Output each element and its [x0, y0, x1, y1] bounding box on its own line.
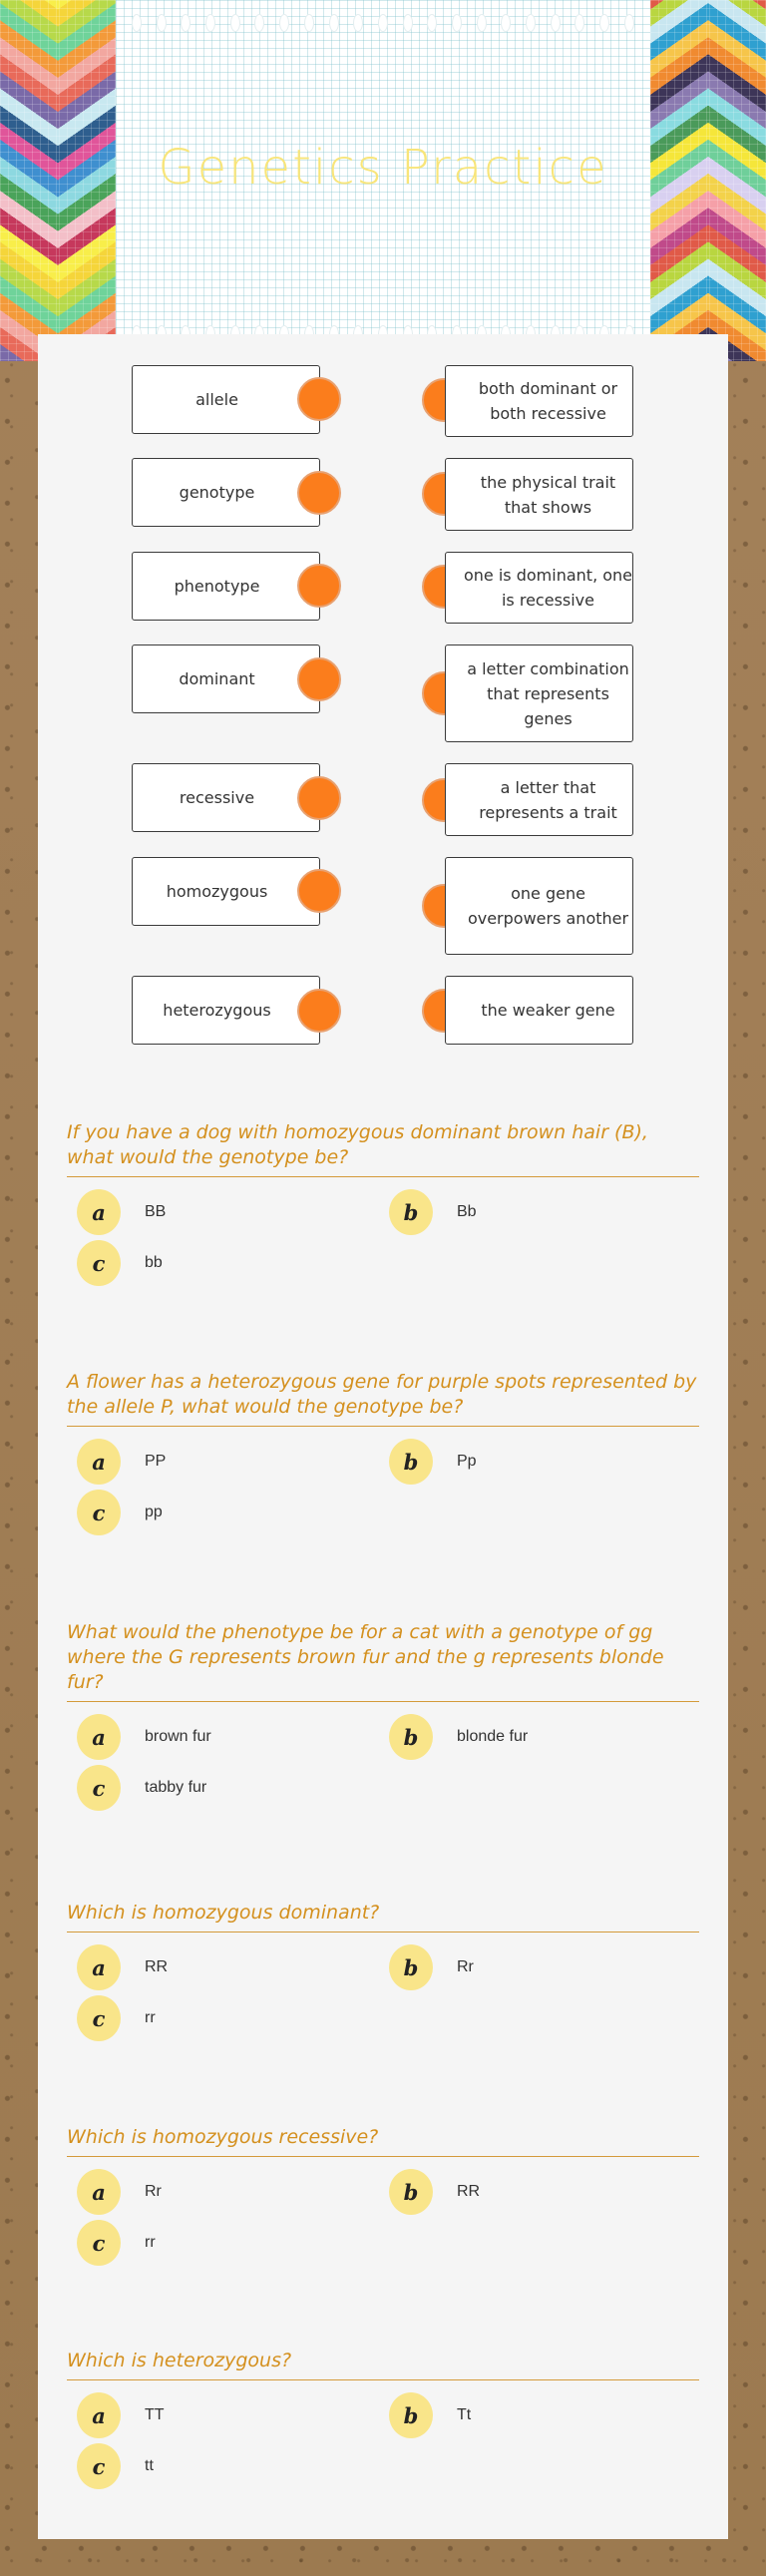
option-letter-badge: c — [77, 1240, 121, 1286]
question-block — [67, 1901, 699, 2054]
match-definition[interactable]: a letter that represents a trait — [445, 763, 633, 836]
answer-option-a[interactable]: a PP — [77, 1439, 166, 1485]
answer-option-b[interactable]: b blonde fur — [389, 1714, 528, 1760]
match-term[interactable]: allele — [132, 365, 320, 434]
answer-option-b[interactable]: b RR — [389, 2169, 480, 2215]
match-term[interactable]: recessive — [132, 763, 320, 832]
connector-dot-left[interactable] — [297, 776, 341, 820]
answer-option-a[interactable]: a Rr — [77, 2169, 162, 2215]
answer-option-a[interactable]: a brown fur — [77, 1714, 211, 1760]
question-block — [67, 1120, 699, 1299]
option-letter-badge: c — [77, 1765, 121, 1811]
match-term[interactable]: homozygous — [132, 857, 320, 926]
answer-option-c[interactable]: c rr — [77, 1995, 156, 2041]
answer-option-c[interactable]: c rr — [77, 2220, 156, 2266]
option-letter-badge: c — [77, 1995, 121, 2041]
option-letter-badge: b — [389, 1189, 433, 1235]
connector-dot-left[interactable] — [297, 377, 341, 421]
match-term[interactable]: dominant — [132, 644, 320, 713]
option-letter-badge: a — [77, 1714, 121, 1760]
matching-activity — [38, 334, 728, 1053]
question-text: If you have a dog with homozygous dominant brown hair (B), what would the genotype be? — [67, 1120, 699, 1177]
answer-option-c[interactable]: c pp — [77, 1490, 163, 1535]
option-letter-badge: a — [77, 1189, 121, 1235]
question-text: Which is homozygous dominant? — [67, 1901, 699, 1932]
answer-option-b[interactable]: b Tt — [389, 2392, 471, 2438]
connector-dot-left[interactable] — [297, 471, 341, 515]
chevron-pattern-right — [708, 0, 766, 361]
answer-option-a[interactable]: a RR — [77, 1944, 168, 1990]
worksheet-card — [38, 334, 728, 2539]
option-letter-badge: a — [77, 1439, 121, 1485]
answer-options — [67, 2392, 699, 2502]
match-definition[interactable]: the physical trait that shows — [445, 458, 633, 531]
match-definition[interactable]: the weaker gene — [445, 976, 633, 1045]
answer-options — [67, 1189, 699, 1299]
match-term[interactable]: heterozygous — [132, 976, 320, 1045]
answer-options — [67, 2169, 699, 2279]
option-letter-badge: a — [77, 2392, 121, 2438]
answer-options — [67, 1714, 699, 1824]
option-letter-badge: a — [77, 1944, 121, 1990]
question-text: Which is homozygous recessive? — [67, 2125, 699, 2157]
answer-options — [67, 1944, 699, 2054]
match-term[interactable]: phenotype — [132, 552, 320, 621]
answer-option-c[interactable]: c tabby fur — [77, 1765, 206, 1811]
match-definition[interactable]: both dominant or both recessive — [445, 365, 633, 437]
option-letter-badge: c — [77, 2220, 121, 2266]
chevron-pattern-left — [58, 0, 116, 361]
answer-option-a[interactable]: a TT — [77, 2392, 165, 2438]
answer-options — [67, 1439, 699, 1548]
question-block — [67, 1620, 699, 1824]
answer-option-c[interactable]: c tt — [77, 2443, 154, 2489]
connector-dot-left[interactable] — [297, 989, 341, 1033]
page-title: Genetics Practice — [158, 140, 608, 196]
option-letter-badge: b — [389, 2169, 433, 2215]
question-text: What would the phenotype be for a cat with a genotype of gg where the G represents brown fur and the g represents blonde fur? — [67, 1620, 699, 1702]
match-term[interactable]: genotype — [132, 458, 320, 527]
match-definition[interactable]: one gene overpowers another — [445, 857, 633, 955]
answer-option-b[interactable]: b Rr — [389, 1944, 474, 1990]
option-letter-badge: a — [77, 2169, 121, 2215]
option-letter-badge: b — [389, 1439, 433, 1485]
answer-option-b[interactable]: b Pp — [389, 1439, 477, 1485]
connector-dot-left[interactable] — [297, 869, 341, 913]
binder-holes-top — [132, 14, 634, 32]
header-banner — [0, 0, 766, 361]
question-text: Which is heterozygous? — [67, 2349, 699, 2380]
question-block — [67, 2125, 699, 2279]
option-letter-badge: b — [389, 2392, 433, 2438]
match-definition[interactable]: one is dominant, one is recessive — [445, 552, 633, 624]
answer-option-c[interactable]: c bb — [77, 1240, 163, 1286]
question-block — [67, 2349, 699, 2502]
connector-dot-left[interactable] — [297, 657, 341, 701]
match-definition[interactable]: a letter combination that represents genes — [445, 644, 633, 742]
answer-option-b[interactable]: b Bb — [389, 1189, 477, 1235]
connector-dot-left[interactable] — [297, 564, 341, 608]
chevron-pattern-right — [650, 0, 708, 361]
option-letter-badge: b — [389, 1714, 433, 1760]
chevron-pattern-left — [0, 0, 58, 361]
question-text: A flower has a heterozygous gene for purple spots represented by the allele P, what would the genotype be? — [67, 1370, 699, 1427]
option-letter-badge: c — [77, 2443, 121, 2489]
question-block — [67, 1370, 699, 1548]
option-letter-badge: c — [77, 1490, 121, 1535]
option-letter-badge: b — [389, 1944, 433, 1990]
answer-option-a[interactable]: a BB — [77, 1189, 166, 1235]
